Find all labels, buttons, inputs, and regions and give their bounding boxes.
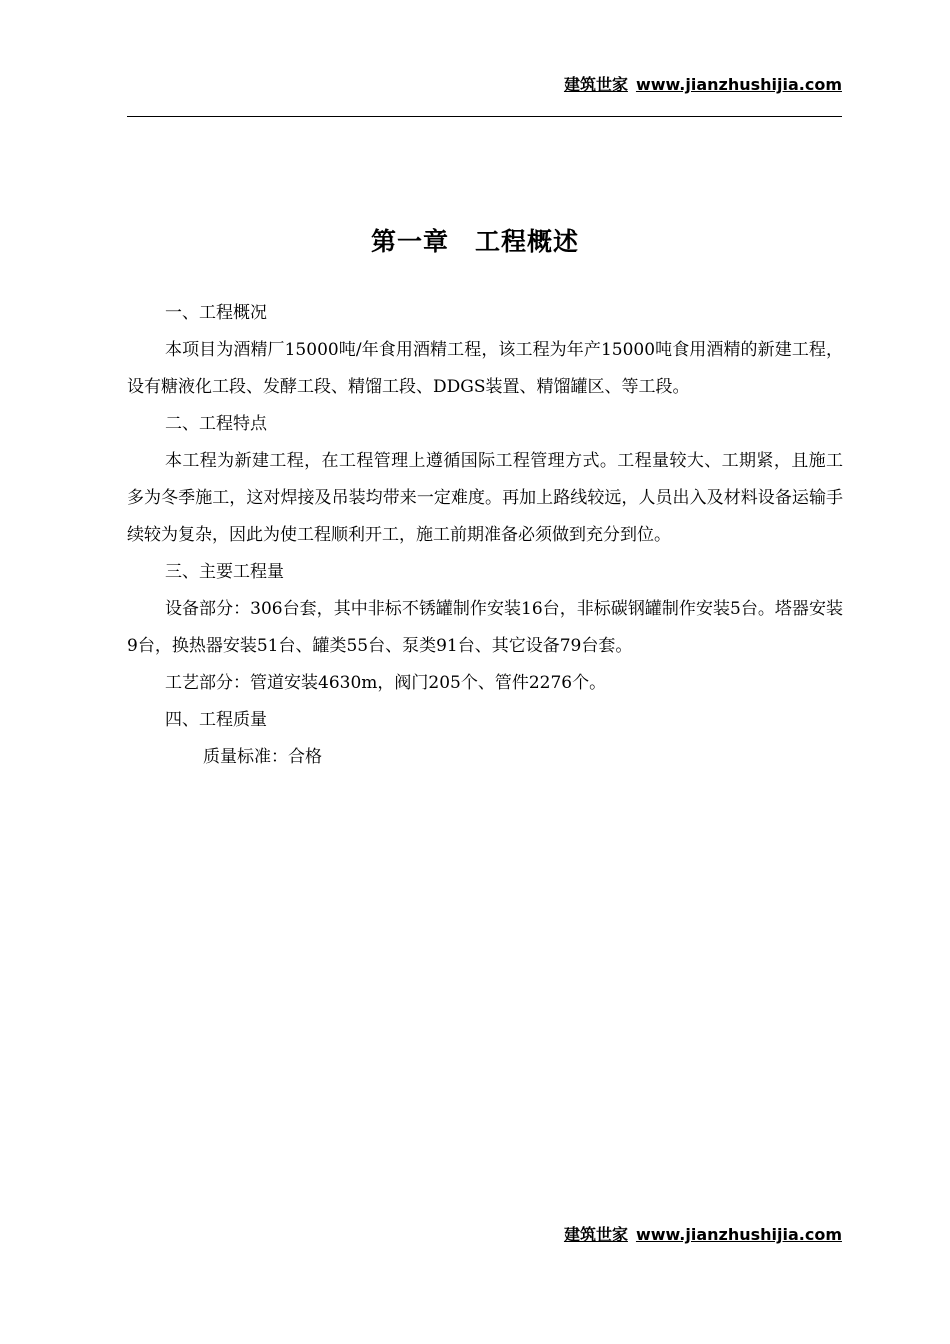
paragraph-features: 本工程为新建工程，在工程管理上遵循国际工程管理方式。工程量较大、工期紧，且施工多为冬季施工，这对焊接及吊装均带来一定难度。再加上路线较远，人员出入及材料设备运输手续较为复杂，因此为使工程顺利开工，施工前期准备必须做到充分到位。 <box>127 451 843 545</box>
section-heading-features: 二、工程特点 <box>165 414 267 434</box>
header-url-link[interactable]: www.jianzhushijia.com <box>635 75 842 94</box>
paragraph-process: 工艺部分：管道安装4630m，阀门205个、管件2276个。 <box>165 673 607 693</box>
paragraph-quality: 质量标准：合格 <box>203 747 322 767</box>
paragraph-equipment: 设备部分：306台套，其中非标不锈罐制作安装16台，非标碳钢罐制作安装5台。塔器安装9台，换热器安装51台、罐类55台、泵类91台、其它设备79台套。 <box>127 599 843 656</box>
document-body <box>127 295 843 776</box>
section-heading-overview: 一、工程概况 <box>165 303 267 323</box>
page-header <box>564 72 842 95</box>
footer-url-link[interactable]: www.jianzhushijia.com <box>635 1225 842 1244</box>
footer-brand: 建筑世家 <box>563 1225 628 1244</box>
page-footer <box>564 1222 842 1245</box>
header-brand: 建筑世家 <box>563 75 628 94</box>
paragraph-overview: 本项目为酒精厂15000吨/年食用酒精工程，该工程为年产15000吨食用酒精的新建工程，设有糖液化工段、发酵工段、精馏工段、DDGS装置、精馏罐区、等工段。 <box>127 340 843 397</box>
header-divider <box>127 116 842 117</box>
section-heading-quantities: 三、主要工程量 <box>165 562 284 582</box>
chapter-title: 第一章 工程概述 <box>370 227 579 256</box>
section-heading-quality: 四、工程质量 <box>165 710 267 730</box>
